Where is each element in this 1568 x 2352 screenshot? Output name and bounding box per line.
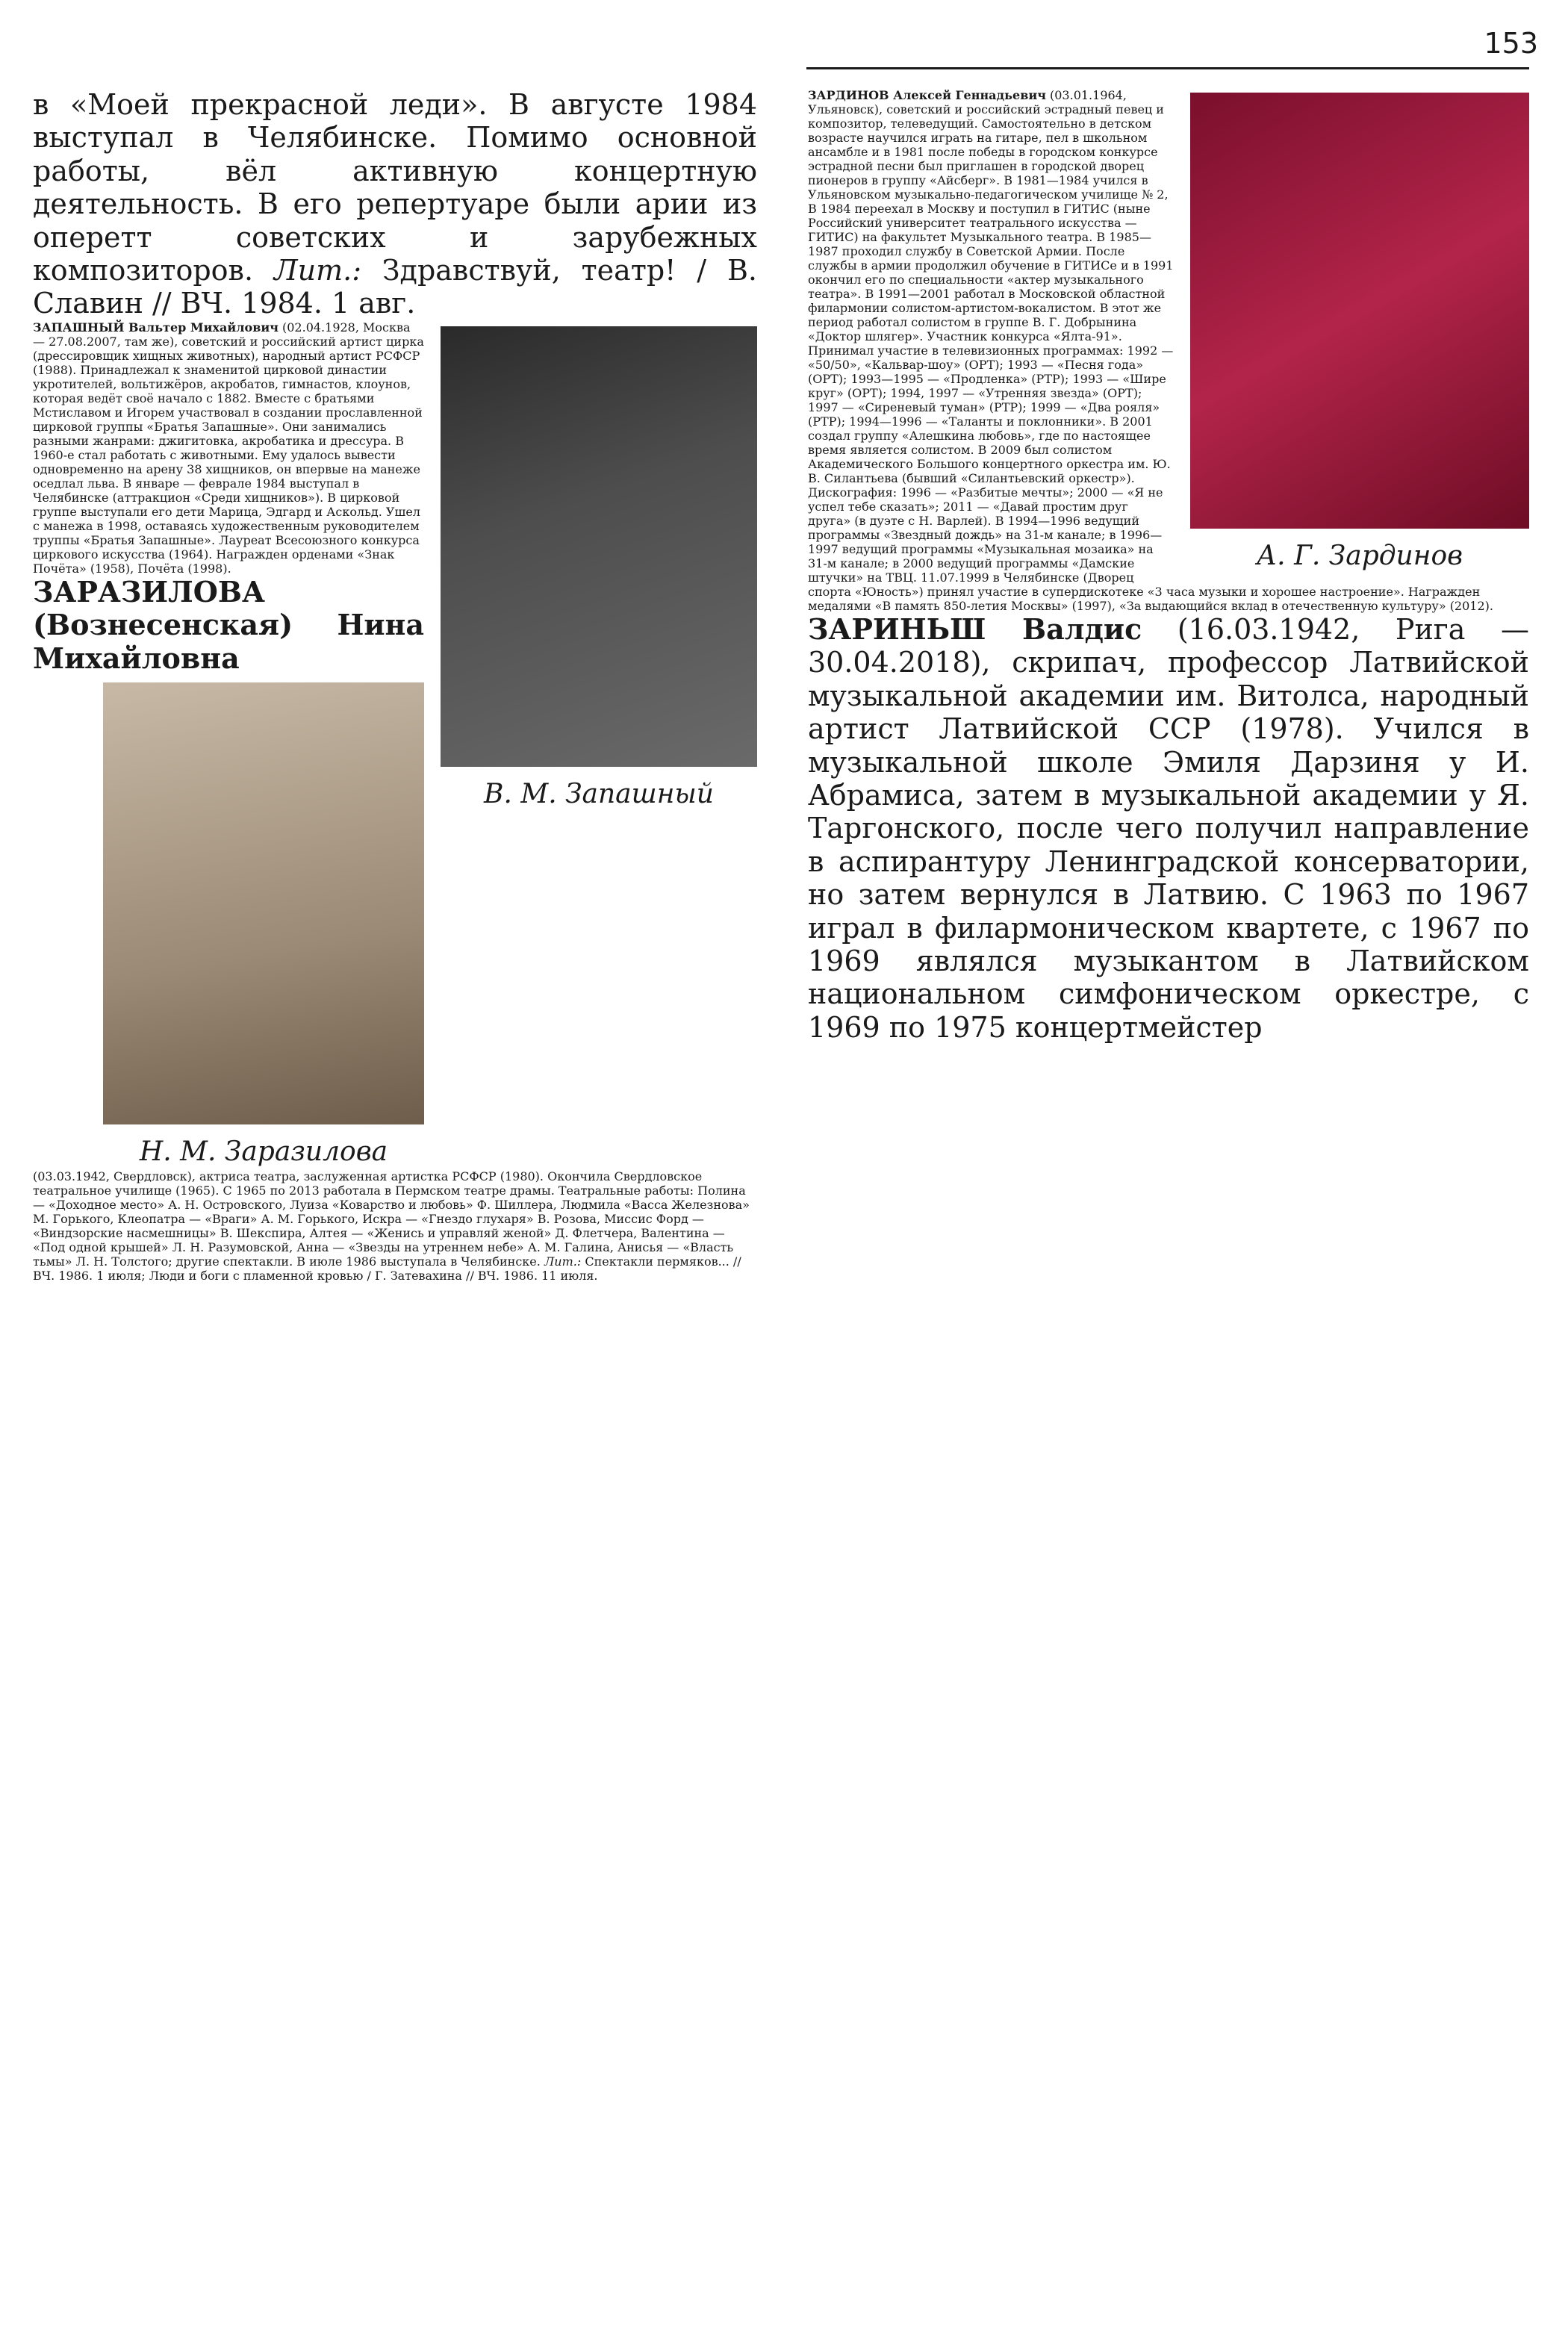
- photo-caption-zarazilova: Н. М. Заразилова: [139, 1136, 388, 1168]
- continuation-text: в «Моей прекрасной леди». В августе 1984 выступал в Челябинске. Помимо основной работы, вёл активную концертную деятельность. В его репертуаре были арии из оперетт советских и зарубежных композиторов.: [33, 88, 757, 287]
- photo-figure-zarazilova: [103, 682, 424, 1169]
- entry-title-zapashny: ЗАПАШНЫЙ Вальтер Михайлович: [33, 320, 279, 335]
- entry-zarinsh: [808, 613, 1529, 1044]
- photo-figure-zapashny: [441, 326, 757, 812]
- photo-caption-zapashny: В. М. Запашный: [484, 778, 714, 809]
- left-column: [33, 88, 757, 2336]
- header-rule: [806, 67, 1529, 69]
- lit-label: Лит.:: [273, 254, 362, 287]
- photo-caption-zardinov: А. Г. Зардинов: [1256, 541, 1463, 571]
- portrait-photo-zarazilova: [103, 682, 424, 1124]
- entry-body-zapashny: (02.04.1928, Москва — 27.08.2007, там же), советский и российский артист цирка (дрессировщик хищных животных), народный артист РСФСР (1988). Принадлежал к знаменитой цирковой династии укротителей, вольтижёров, акробатов, гимнастов, клоунов, которая ведёт своё начало с 1882. Вместе с братьями Мстиславом и Игорем участвовал в создании прославленной цирковой группы «Братья Запашные». Они занимались разными жанрами: джигитовка, акробатика и дрессура. В 1960-е стал работать с животными. Ему удалось вывести одновременно на арену 38 хищников, он впервые на манеже оседлал льва. В январе — феврале 1984 выступал в Челябинске (аттракцион «Среди хищников»). В цирковой группе выступали его дети Марица, Эдгард и Аскольд. Ушел с манежа в 1998, оставаясь художественным руководителем труппы «Братья Запашные». Лауреат Всесоюзного конкурса циркового искусства (1964). Награжден орденами «Знак Почёта» (1958), Почёта (1998).: [33, 320, 424, 576]
- photo-figure-zardinov: [1190, 93, 1529, 573]
- entry-body-zarazilova: (03.03.1942, Свердловск), актриса театра, заслуженная артистка РСФСР (1980). Окончила Свердловское театральное училище (1965). С 1965 по 2013 работала в Пермском театре драмы. Театральные работы: Полина — «Доходное место» А. Н. Островского, Луиза «Коварство и любовь» Ф. Шиллера, Людмила «Васса Железнова» М. Горького, Клеопатра — «Враги» А. М. Горького, Искра — «Гнездо глухаря» В. Розова, Миссис Форд — «Виндзорские насмешницы» В. Шекспира, Алтея — «Женись и управляй женой» Д. Флетчера, Валентина — «Под одной крышей» Л. Н. Разумовской, Анна — «Звезды на утреннем небе» А. М. Галина, Анисья — «Власть тьмы» Л. Н. Толстого; другие спектакли. В июле 1986 выступала в Челябинске.: [33, 1169, 750, 1269]
- right-column: [808, 88, 1529, 2336]
- lit-text-zarazilova: Спектакли пермяков... // ВЧ. 1986. 1 июля; Люди и боги с пламенной кровью / Г. Затевахина // ВЧ. 1986. 11 июля.: [33, 1254, 741, 1284]
- lit-text: Здравствуй, театр! / В. Славин // ВЧ. 1984. 1 авг.: [33, 254, 757, 320]
- entry-body-zardinov: (03.01.1964, Ульяновск), советский и российский эстрадный певец и композитор, телеведущий. Самостоятельно в детском возрасте научился играть на гитаре, пел в школьном ансамбле и в 1981 после победы в городском конкурсе эстрадной песни был приглашен в городской дворец пионеров в группу «Айсберг». В 1981—1984 учился в Ульяновском музыкально-педагогическом училище № 2, В 1984 переехал в Москву и поступил в ГИТИС (ныне Российский университет театрального искусства — ГИТИС) на факультет Музыкального театра. В 1985—1987 проходил службу в Советской Армии. После службы в армии продолжил обучение в ГИТИСе и в 1991 окончил его по специальности «актер музыкального театра». В 1991—2001 работал в Московской областной филармонии солистом-артистом-вокалистом. В этот же период работал солистом в группе В. Г. Добрынина «Доктор шлягер». Участник конкурса «Ялта-91». Принимал участие в телевизионных программах: 1992 — «50/50», «Кальвар-шоу» (ОРТ); 1993 — «Песня года» (ОРТ); 1993—1995 — «Продленка» (РТР); 1993 — «Шире круг» (ОРТ); 1994, 1997 — «Утренняя звезда» (ОРТ); 1997 — «Сиреневый туман» (РТР); 1999 — «Два рояля» (РТР); 1994—1996 — «Таланты и поклонники». В 2001 создал группу «Алешкина любовь», где по настоящее время является солистом. В 2009 был солистом Академического Большого концертного оркестра им. Ю. В. Силантьева (бывший «Силантьевский оркестр»). Дискография: 1996 — «Разбитые мечты»; 2000 — «Я не успел тебе сказать»; 2011 — «Давай простим друг друга» (в дуэте с Н. Варлей). В 1994—1996 ведущий программы «Звездный дождь» на 31-м канале; в 1996—1997 ведущий программы «Музыкальная мозаика» на 31-м канале; в 2000 ведущий программы «Дамские штучки» на ТВЦ. 11.07.1999 в Челябинске (Дворец спорта «Юность») принял участие в супердискотеке «3 часа музыки и хорошее настроение». Награжден медалями «В память 850-летия Москвы» (1997), «За выдающийся вклад в отечественную культуру» (2012).: [808, 88, 1493, 613]
- lit-label-zarazilova: Лит.:: [544, 1254, 582, 1269]
- entry-title-zardinov: ЗАРДИНОВ Алексей Геннадьевич: [808, 88, 1046, 102]
- entry-body-zarinsh: (16.03.1942, Рига — 30.04.2018), скрипач, профессор Латвийской музыкальной академии им. Витолса, народный артист Латвийской ССР (1978). Учился в музыкальной школе Эмиля Дарзиня у И. Абрамиса, затем в музыкальной академии у Я. Таргонского, после чего получил направление в аспирантуру Ленинградской консерватории, но затем вернулся в Латвию. С 1963 по 1967 играл в филармоническом квартете, с 1967 по 1969 являлся музыкантом в Латвийском национальном симфоническом оркестре, с 1969 по 1975 концертмейстер: [808, 613, 1529, 1044]
- portrait-photo-zapashny: [441, 326, 757, 767]
- entry-title-zarazilova: ЗАРАЗИЛОВА (Вознесенская) Нина Михайловна: [33, 574, 424, 675]
- portrait-photo-zardinov: [1190, 93, 1529, 529]
- entry-continuation: [33, 88, 757, 320]
- entry-title-zarinsh: ЗАРИНЬШ Валдис: [808, 612, 1142, 646]
- page-number: 153: [1484, 27, 1538, 60]
